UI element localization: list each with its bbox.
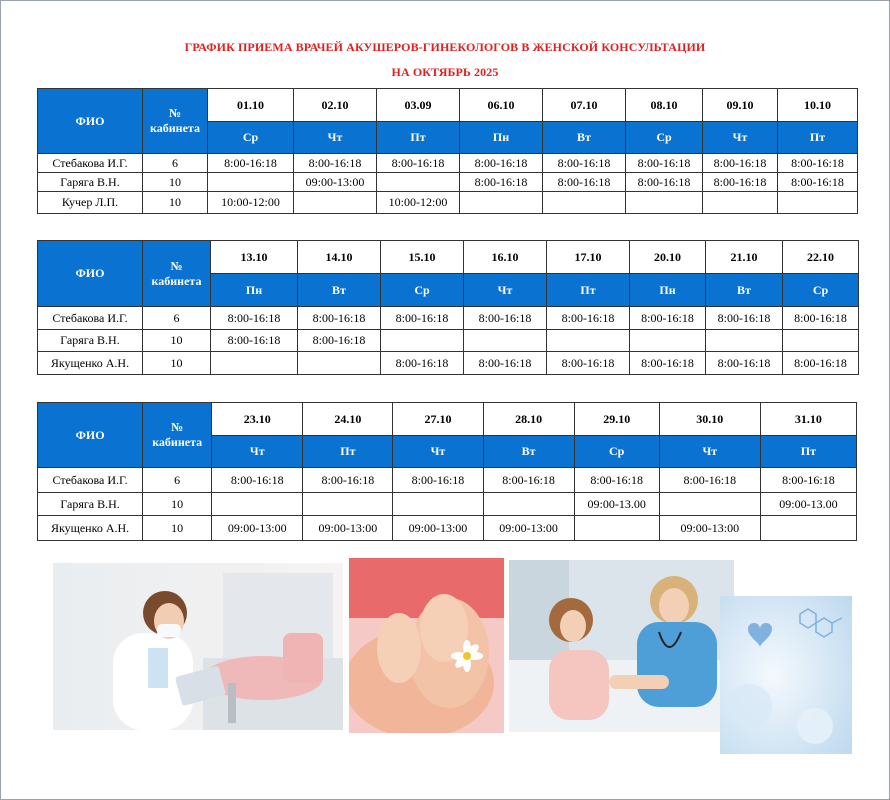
table-row	[38, 192, 858, 214]
date-header: 13.10	[211, 241, 298, 274]
weekday-header: Ср	[208, 122, 294, 154]
schedule-cell: 8:00-16:18	[303, 468, 393, 493]
doctor-name: Гаряга В.Н.	[38, 493, 143, 516]
schedule-cell: 09:00-13:00	[393, 516, 483, 541]
cabinet-header-number-sign: №	[168, 106, 182, 120]
schedule-cell: 8:00-16:18	[211, 307, 298, 330]
schedule-cell: 09:00-13:00	[294, 173, 377, 192]
schedule-cell	[703, 192, 778, 214]
schedule-cell	[783, 330, 859, 352]
date-header: 01.10	[208, 89, 294, 122]
date-header: 07.10	[543, 89, 626, 122]
date-header: 17.10	[547, 241, 630, 274]
doctor-name: Стебакова И.Г.	[38, 307, 143, 330]
schedule-cell: 8:00-16:18	[208, 154, 294, 173]
weekday-header: Пн	[630, 274, 706, 307]
weekday-header: Пт	[778, 122, 858, 154]
schedule-cell: 10:00-12:00	[377, 192, 460, 214]
date-header: 09.10	[703, 89, 778, 122]
doctor-name: Стебакова И.Г.	[38, 468, 143, 493]
schedule-cell	[377, 173, 460, 192]
date-header: 03.09	[377, 89, 460, 122]
table-row	[38, 468, 857, 493]
date-header: 06.10	[460, 89, 543, 122]
weekday-header: Чт	[393, 436, 483, 468]
fio-header: ФИО	[38, 403, 143, 468]
cabinet-number: 6	[143, 468, 212, 493]
schedule-cell	[294, 192, 377, 214]
table-row	[38, 493, 857, 516]
date-header: 24.10	[303, 403, 393, 436]
date-header: 30.10	[659, 403, 760, 436]
schedule-cell	[760, 516, 856, 541]
weekday-header: Вт	[483, 436, 574, 468]
fio-header: ФИО	[38, 241, 143, 307]
schedule-cell: 8:00-16:18	[626, 154, 703, 173]
schedule-table	[37, 240, 859, 375]
schedule-cell: 10:00-12:00	[208, 192, 294, 214]
doctor-name: Кучер Л.П.	[38, 192, 143, 214]
schedule-cell	[464, 330, 547, 352]
schedule-cell: 8:00-16:18	[626, 173, 703, 192]
weekday-header: Пт	[760, 436, 856, 468]
schedule-cell: 09:00-13:00	[303, 516, 393, 541]
date-header: 31.10	[760, 403, 856, 436]
date-header: 22.10	[783, 241, 859, 274]
schedule-cell: 09:00-13:00	[483, 516, 574, 541]
cabinet-number: 10	[143, 516, 212, 541]
schedule-cell	[659, 493, 760, 516]
schedule-cell: 8:00-16:18	[760, 468, 856, 493]
date-header: 10.10	[778, 89, 858, 122]
weekday-header: Чт	[659, 436, 760, 468]
schedule-cell	[208, 173, 294, 192]
weekday-header: Пн	[460, 122, 543, 154]
schedule-cell: 8:00-16:18	[483, 468, 574, 493]
date-header: 29.10	[574, 403, 659, 436]
schedule-cell: 8:00-16:18	[547, 307, 630, 330]
doctor-name: Якущенко А.Н.	[38, 352, 143, 375]
schedule-cell: 09:00-13:00	[659, 516, 760, 541]
schedule-cell	[298, 352, 381, 375]
schedule-cell	[460, 192, 543, 214]
schedule-table	[37, 402, 857, 541]
schedule-cell: 8:00-16:18	[298, 330, 381, 352]
weekday-header: Вт	[706, 274, 783, 307]
date-header: 23.10	[212, 403, 303, 436]
schedule-cell	[212, 493, 303, 516]
doctor-name: Гаряга В.Н.	[38, 173, 143, 192]
table-row	[38, 330, 859, 352]
schedule-cell	[393, 493, 483, 516]
schedule-cell: 8:00-16:18	[703, 173, 778, 192]
weekday-header: Пт	[377, 122, 460, 154]
fio-header: ФИО	[38, 89, 143, 154]
page-title: ГРАФИК ПРИЕМА ВРАЧЕЙ АКУШЕРОВ-ГИНЕКОЛОГОВ В ЖЕНСКОЙ КОНСУЛЬТАЦИИ	[184, 40, 706, 54]
schedule-cell	[381, 330, 464, 352]
weekday-header: Ср	[381, 274, 464, 307]
schedule-cell: 8:00-16:18	[783, 307, 859, 330]
schedule-cell: 8:00-16:18	[574, 468, 659, 493]
schedule-cell	[211, 352, 298, 375]
cabinet-header	[143, 241, 211, 307]
schedule-cell: 8:00-16:18	[783, 352, 859, 375]
doctor-with-tablet-photo	[53, 563, 343, 730]
weekday-header: Вт	[298, 274, 381, 307]
date-header: 20.10	[630, 241, 706, 274]
cabinet-header-number-sign: №	[170, 258, 183, 273]
schedule-cell: 8:00-16:18	[393, 468, 483, 493]
schedule-cell: 8:00-16:18	[630, 352, 706, 375]
date-header: 21.10	[706, 241, 783, 274]
cabinet-number: 10	[143, 330, 211, 352]
weekday-header: Пн	[211, 274, 298, 307]
date-header: 08.10	[626, 89, 703, 122]
cabinet-number: 6	[143, 154, 208, 173]
schedule-cell	[630, 330, 706, 352]
schedule-cell	[483, 493, 574, 516]
weekday-header: Чт	[294, 122, 377, 154]
cabinet-header	[143, 89, 208, 154]
schedule-cell: 8:00-16:18	[298, 307, 381, 330]
weekday-header: Ср	[783, 274, 859, 307]
schedule-cell	[626, 192, 703, 214]
schedule-cell: 8:00-16:18	[464, 352, 547, 375]
schedule-cell	[574, 516, 659, 541]
schedule-cell: 8:00-16:18	[464, 307, 547, 330]
cabinet-number: 10	[143, 493, 212, 516]
medical-icons-background	[720, 596, 852, 754]
table-row	[38, 154, 858, 173]
table-row	[38, 516, 857, 541]
doctor-name: Гаряга В.Н.	[38, 330, 143, 352]
date-header: 02.10	[294, 89, 377, 122]
schedule-cell: 8:00-16:18	[460, 173, 543, 192]
schedule-cell: 8:00-16:18	[630, 307, 706, 330]
table-row	[38, 173, 858, 192]
date-header: 15.10	[381, 241, 464, 274]
weekday-header: Пт	[547, 274, 630, 307]
schedule-cell	[303, 493, 393, 516]
table-header-row	[38, 403, 857, 436]
schedule-cell	[706, 330, 783, 352]
schedule-cell: 8:00-16:18	[381, 352, 464, 375]
doctor-name: Якущенко А.Н.	[38, 516, 143, 541]
schedule-cell	[543, 192, 626, 214]
cabinet-number: 10	[143, 192, 208, 214]
schedule-cell: 8:00-16:18	[659, 468, 760, 493]
schedule-cell: 8:00-16:18	[211, 330, 298, 352]
cabinet-header-label: кабинета	[151, 273, 202, 288]
cabinet-number: 10	[143, 173, 208, 192]
schedule-cell: 8:00-16:18	[377, 154, 460, 173]
schedule-cell: 8:00-16:18	[547, 352, 630, 375]
cabinet-header-label: кабинета	[152, 435, 203, 449]
schedule-cell: 8:00-16:18	[706, 352, 783, 375]
weekday-header: Чт	[212, 436, 303, 468]
weekday-header: Чт	[464, 274, 547, 307]
schedule-cell: 09:00-13.00	[760, 493, 856, 516]
weekday-header: Пт	[303, 436, 393, 468]
date-header: 27.10	[393, 403, 483, 436]
schedule-cell: 8:00-16:18	[543, 154, 626, 173]
weekday-header: Вт	[543, 122, 626, 154]
cabinet-header-label: кабинета	[150, 121, 200, 135]
table-header-row	[38, 89, 858, 122]
schedule-cell	[547, 330, 630, 352]
schedule-cell: 8:00-16:18	[703, 154, 778, 173]
schedule-cell: 09:00-13:00	[212, 516, 303, 541]
schedule-table	[37, 88, 858, 214]
schedule-cell: 8:00-16:18	[212, 468, 303, 493]
cabinet-number: 10	[143, 352, 211, 375]
date-header: 16.10	[464, 241, 547, 274]
weekday-header: Ср	[574, 436, 659, 468]
schedule-cell: 09:00-13.00	[574, 493, 659, 516]
schedule-cell: 8:00-16:18	[381, 307, 464, 330]
doctor-with-patient-photo	[509, 560, 734, 732]
date-header: 14.10	[298, 241, 381, 274]
baby-feet-in-hands-photo	[349, 558, 504, 733]
page-subtitle: НА ОКТЯБРЬ 2025	[391, 65, 499, 79]
cabinet-header	[143, 403, 212, 468]
table-header-row	[38, 241, 859, 274]
schedule-cell: 8:00-16:18	[294, 154, 377, 173]
schedule-cell: 8:00-16:18	[460, 154, 543, 173]
schedule-cell: 8:00-16:18	[706, 307, 783, 330]
cabinet-number: 6	[143, 307, 211, 330]
cabinet-header-number-sign: №	[171, 420, 184, 434]
weekday-header: Ср	[626, 122, 703, 154]
weekday-header: Чт	[703, 122, 778, 154]
table-row	[38, 307, 859, 330]
schedule-cell: 8:00-16:18	[778, 154, 858, 173]
schedule-cell: 8:00-16:18	[778, 173, 858, 192]
schedule-cell	[778, 192, 858, 214]
table-row	[38, 352, 859, 375]
date-header: 28.10	[483, 403, 574, 436]
doctor-name: Стебакова И.Г.	[38, 154, 143, 173]
schedule-cell: 8:00-16:18	[543, 173, 626, 192]
